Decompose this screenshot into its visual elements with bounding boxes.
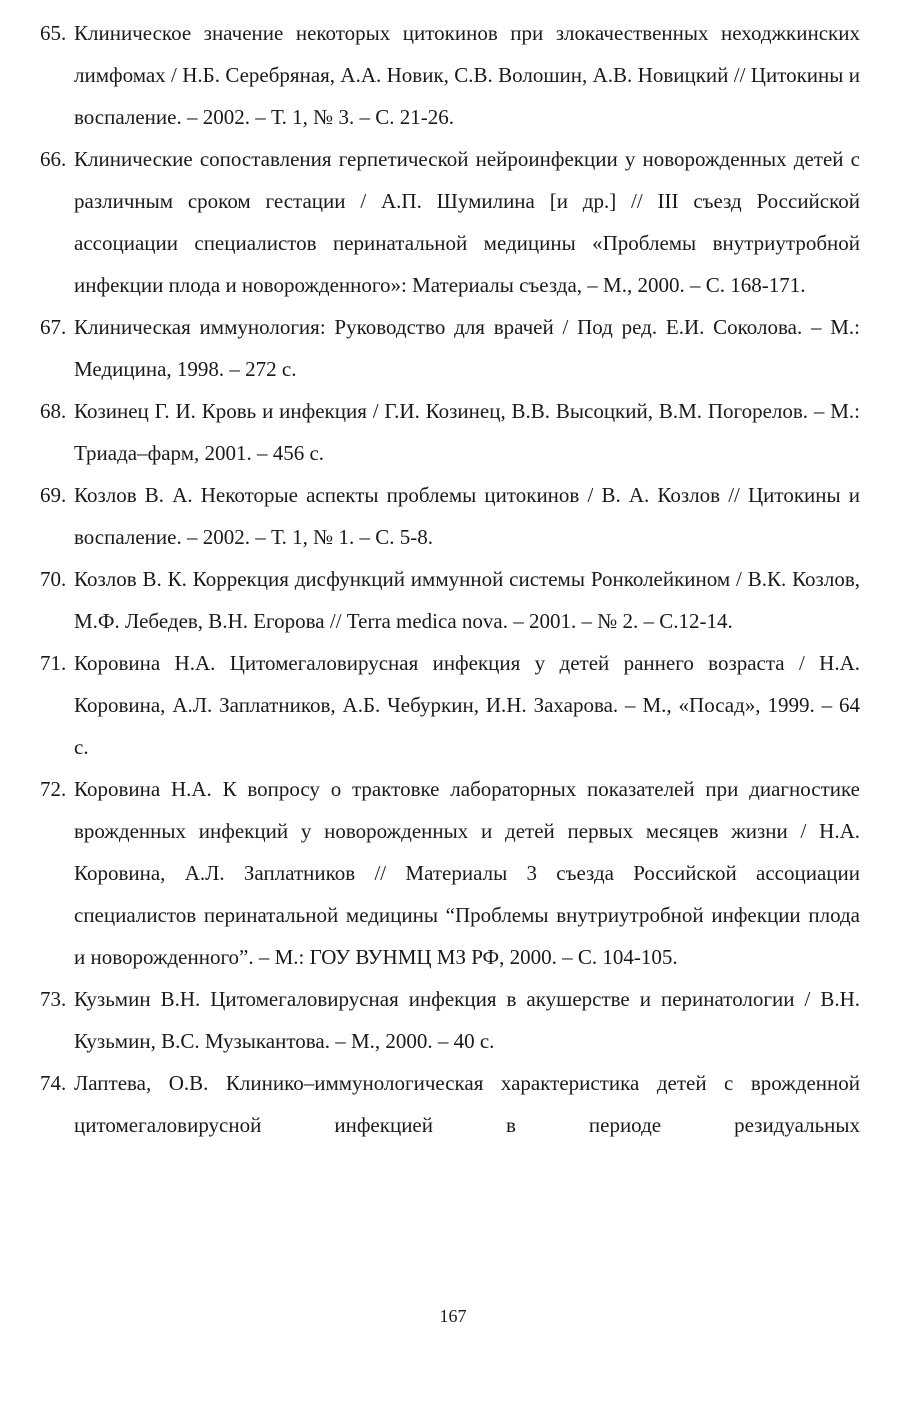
reference-item [40,1062,860,1146]
reference-number: 71. [40,651,67,675]
reference-item [40,642,860,768]
reference-number: 74. [40,1071,67,1095]
reference-text: Клиническая иммунология: Руководство для врачей / Под ред. Е.И. Соколова. – М.: Медицина, 1998. – 272 с. [74,315,860,381]
reference-number: 67. [40,315,67,339]
reference-number: 72. [40,777,67,801]
reference-text: Коровина Н.А. К вопросу о трактовке лабораторных показателей при диагностике врожденных инфекций у новорожденных и детей первых месяцев жизни / Н.А. Коровина, А.Л. Заплатников // Материалы 3 съезда Российской ассоциации специалистов перинатальной медицины “Проблемы внутриутробной инфекции плода и новорожденного”. – М.: ГОУ ВУНМЦ МЗ РФ, 2000. – С. 104-105. [74,777,860,969]
reference-text: Кузьмин В.Н. Цитомегаловирусная инфекция в акушерстве и перинатологии / В.Н. Кузьмин, В.С. Музыкантова. – М., 2000. – 40 с. [74,987,860,1053]
reference-item [40,306,860,390]
reference-number: 66. [40,147,67,171]
reference-text: Козинец Г. И. Кровь и инфекция / Г.И. Козинец, В.В. Высоцкий, В.М. Погорелов. – М.: Триада–фарм, 2001. – 456 с. [74,399,860,465]
reference-item [40,12,860,138]
reference-item [40,390,860,474]
reference-number: 70. [40,567,67,591]
reference-item [40,474,860,558]
reference-number: 69. [40,483,67,507]
reference-item [40,138,860,306]
reference-text: Лаптева, О.В. Клинико–иммунологическая характеристика детей с врожденной цитомегаловирусной инфекцией в периоде резидуальных [74,1071,860,1137]
reference-number: 73. [40,987,67,1011]
reference-text: Козлов В. К. Коррекция дисфункций иммунной системы Ронколейкином / В.К. Козлов, М.Ф. Лебедев, В.Н. Егорова // Terra medica nova. – 2001. – № 2. – С.12-14. [74,567,860,633]
reference-text: Клинические сопоставления герпетической нейроинфекции у новорожденных детей с различным сроком гестации / А.П. Шумилина [и др.] // III съезд Российской ассоциации специалистов перинатальной медицины «Проблемы внутриутробной инфекции плода и новорожденного»: Материалы съезда, – М., 2000. – С. 168-171. [74,147,860,297]
reference-text: Козлов В. А. Некоторые аспекты проблемы цитокинов / В. А. Козлов // Цитокины и воспаление. – 2002. – Т. 1, № 1. – С. 5-8. [74,483,860,549]
reference-list [40,12,860,1146]
reference-item [40,558,860,642]
page-number: 167 [439,1306,467,1326]
reference-item [40,768,860,978]
reference-text: Коровина Н.А. Цитомегаловирусная инфекция у детей раннего возраста / Н.А. Коровина, А.Л. Заплатников, А.Б. Чебуркин, И.Н. Захарова. – М., «Посад», 1999. – 64 с. [74,651,860,759]
reference-number: 65. [40,21,67,45]
reference-item [40,978,860,1062]
reference-text: Клиническое значение некоторых цитокинов при злокачественных неходжкинских лимфомах / Н.Б. Серебряная, А.А. Новик, С.В. Волошин, А.В. Новицкий // Цитокины и воспаление. – 2002. – Т. 1, № 3. – С. 21-26. [74,21,860,129]
reference-number: 68. [40,399,67,423]
